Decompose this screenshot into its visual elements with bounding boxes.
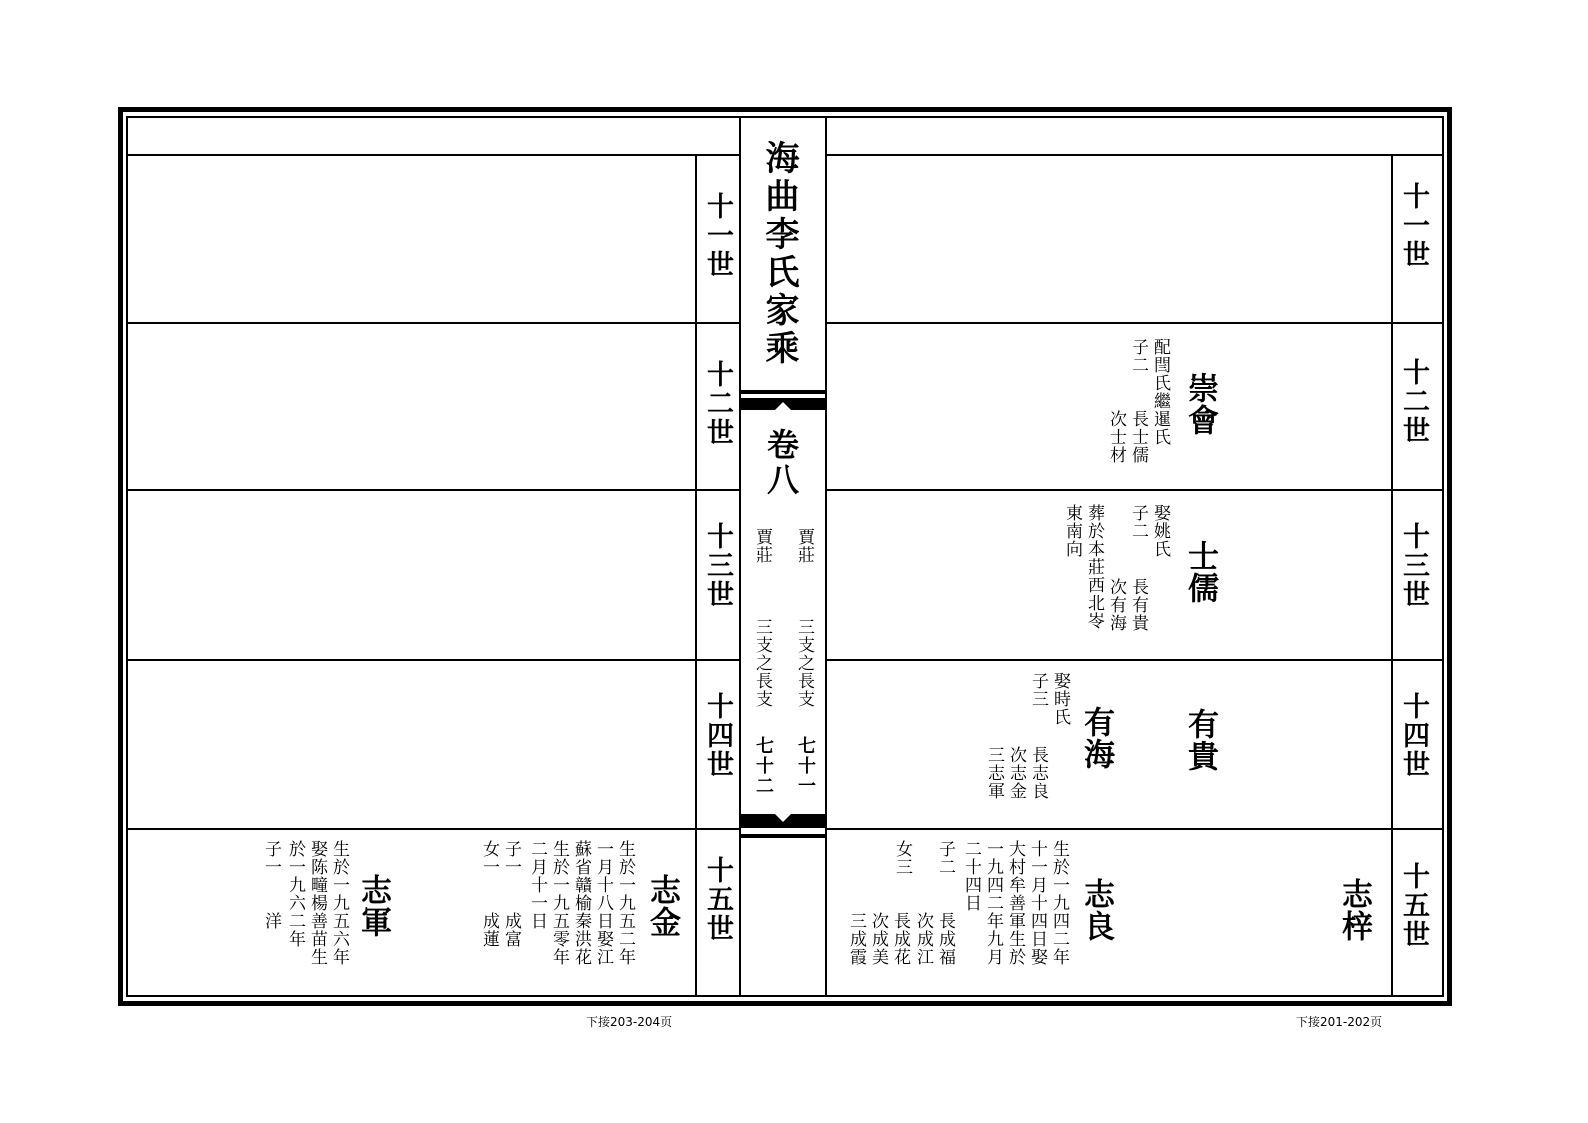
- zhiliang-child5: 三成霞: [846, 912, 866, 966]
- zhijin-line2: 一月十八日娶江: [593, 840, 613, 966]
- zhijun-sons-count: 子一: [261, 840, 281, 876]
- zhiliang-child3: 長成花: [890, 912, 910, 966]
- zhijun-child1: 洋: [261, 912, 281, 930]
- right-row-line: [826, 489, 1442, 491]
- right-village-label: 賈莊: [794, 528, 814, 564]
- zhijun-line2: 娶陈疃楊善苗生: [307, 840, 327, 966]
- gen-label-11-right: 十一世: [1398, 182, 1429, 269]
- zhiliang-line1: 生於一九四二年: [1049, 840, 1069, 966]
- person-name-yougui: 有貴: [1182, 708, 1218, 772]
- zhijin-line1: 生於一九五二年: [615, 840, 635, 966]
- person-name-zhizi: 志梓: [1336, 878, 1372, 942]
- zhiliang-daughters-count: 女三: [892, 840, 912, 876]
- shiru-spouse: 娶姚氏: [1150, 504, 1170, 558]
- person-name-zhijun: 志軍: [355, 874, 391, 938]
- youhai-son3: 三志軍: [984, 746, 1004, 800]
- left-page-number: 七十二: [753, 736, 774, 796]
- gen-label-12-right: 十二世: [1398, 358, 1429, 445]
- gen-label-13-left: 十三世: [702, 522, 733, 609]
- gen-label-14-right: 十四世: [1398, 692, 1429, 779]
- zhijun-line3: 於一九六二年: [285, 840, 305, 948]
- shiru-son1: 長有貴: [1128, 578, 1148, 632]
- zhiliang-sons-count: 子二: [935, 840, 955, 876]
- person-name-shiru: 士儒: [1182, 540, 1218, 604]
- zhijin-child2: 成蓮: [479, 912, 499, 948]
- book-title: 海曲李氏家乘: [759, 140, 799, 368]
- youhai-spouse: 娶時氏: [1050, 672, 1070, 726]
- left-gen-column-line: [695, 154, 697, 996]
- zhiliang-line5: 二十四日: [961, 840, 981, 912]
- person-name-chonghui: 崇會: [1182, 372, 1218, 436]
- youhai-sons-count: 子三: [1028, 672, 1048, 708]
- zhijin-line5: 二月十一日: [527, 840, 547, 930]
- footer-right-continuation: 下接201-202页: [1296, 1015, 1383, 1029]
- person-name-zhiliang: 志良: [1078, 878, 1114, 942]
- person-name-youhai: 有海: [1078, 706, 1114, 770]
- zhiliang-line2: 十一月十四日娶: [1027, 840, 1047, 966]
- shiru-son2: 次有海: [1106, 578, 1126, 632]
- zhiliang-child2: 次成江: [913, 912, 933, 966]
- gen-label-11-left: 十一世: [702, 192, 733, 279]
- right-row-line: [826, 322, 1442, 324]
- zhiliang-line4: 一九四二年九月: [983, 840, 1003, 966]
- person-name-zhijin: 志金: [644, 874, 680, 938]
- left-village-label: 賈莊: [752, 528, 772, 564]
- gen-label-14-left: 十四世: [702, 692, 733, 779]
- spine-right-line: [825, 118, 827, 996]
- chonghui-spouse: 配閆氏繼暹氏: [1150, 338, 1170, 446]
- gen-label-15-left: 十五世: [702, 856, 733, 943]
- shiru-burial-line2: 東南向: [1062, 504, 1082, 558]
- right-row-line: [826, 659, 1442, 661]
- shiru-sons-count: 子二: [1128, 504, 1148, 540]
- zhijin-line4: 生於一九五零年: [549, 840, 569, 966]
- zhiliang-child1: 長成福: [935, 912, 955, 966]
- left-row-line: [128, 828, 740, 830]
- gen-label-13-right: 十三世: [1398, 522, 1429, 609]
- volume-label: 卷八: [762, 428, 800, 498]
- zhijin-child1: 成富: [501, 912, 521, 948]
- chonghui-son1: 長士儒: [1128, 410, 1148, 464]
- shiru-burial-line1: 葬於本莊西北岺: [1084, 504, 1104, 630]
- gen-label-15-right: 十五世: [1398, 862, 1429, 949]
- zhijin-daughters-count: 女一: [479, 840, 499, 876]
- youhai-son1: 長志良: [1028, 746, 1048, 800]
- zhiliang-child4: 次成美: [868, 912, 888, 966]
- zhijin-sons-count: 子一: [501, 840, 521, 876]
- chonghui-sons-count: 子二: [1128, 338, 1148, 374]
- left-branch-label: 三支之長支: [752, 618, 772, 708]
- right-page-number: 七十一: [795, 736, 816, 796]
- left-row-line: [128, 322, 740, 324]
- right-top-line: [826, 154, 1442, 156]
- left-row-line: [128, 489, 740, 491]
- gen-label-12-left: 十二世: [702, 360, 733, 447]
- zhijin-line3: 蘇省贛榆秦洪花: [571, 840, 591, 966]
- right-branch-label: 三支之長支: [794, 618, 814, 708]
- right-row-line: [826, 828, 1442, 830]
- youhai-son2: 次志金: [1006, 746, 1026, 800]
- right-gen-column-line: [1391, 154, 1393, 996]
- zhijun-line1: 生於一九五六年: [329, 840, 349, 966]
- left-row-line: [128, 659, 740, 661]
- chonghui-son2: 次士材: [1106, 410, 1126, 464]
- footer-left-continuation: 下接203-204页: [586, 1015, 673, 1029]
- left-top-line: [128, 154, 740, 156]
- zhiliang-line3: 大村牟善軍生於: [1005, 840, 1025, 966]
